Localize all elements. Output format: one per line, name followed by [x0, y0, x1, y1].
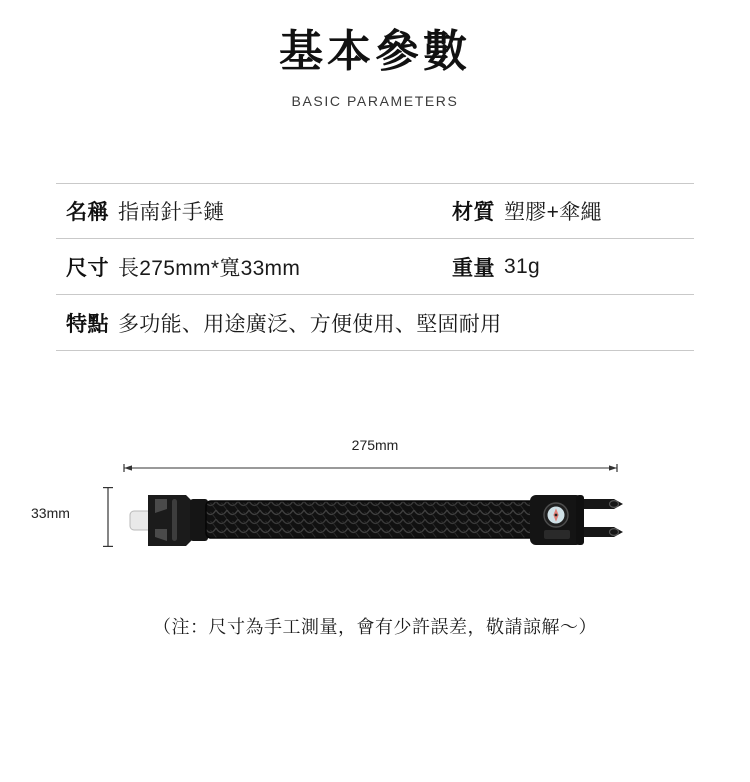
param-label: 名稱	[66, 201, 109, 224]
param-label: 重量	[452, 256, 495, 280]
param-features	[56, 295, 694, 350]
parameters-table	[56, 183, 694, 351]
width-dimension-label: 275mm	[351, 437, 399, 453]
page-header	[0, 24, 750, 109]
page-subtitle: BASIC PARAMETERS	[291, 93, 459, 109]
height-bracket-icon	[102, 487, 114, 547]
param-label: 特點	[66, 312, 109, 336]
param-value: 塑膠+傘繩	[504, 201, 602, 224]
width-arrow-icon	[123, 463, 618, 473]
table-row	[56, 183, 694, 239]
table-row	[56, 295, 694, 351]
param-label: 材質	[452, 201, 495, 224]
param-value: 長275mm*寬33mm	[118, 256, 301, 280]
dimension-diagram	[0, 425, 750, 625]
param-size	[56, 239, 438, 294]
height-dimension-label: 33mm	[31, 505, 70, 521]
table-row	[56, 239, 694, 295]
param-value: 指南針手鏈	[118, 201, 225, 224]
measurement-note: （注：尺寸為手工測量，會有少許誤差，敬請諒解～）	[153, 617, 597, 637]
param-value: 31g	[504, 254, 540, 278]
page-title: 基本參數	[279, 27, 471, 76]
param-value: 多功能、用途廣泛、方便使用、堅固耐用	[118, 312, 502, 336]
param-label: 尺寸	[66, 256, 109, 280]
param-name	[56, 184, 438, 238]
param-material	[438, 184, 694, 238]
product-image	[128, 483, 623, 555]
param-weight	[438, 239, 694, 294]
